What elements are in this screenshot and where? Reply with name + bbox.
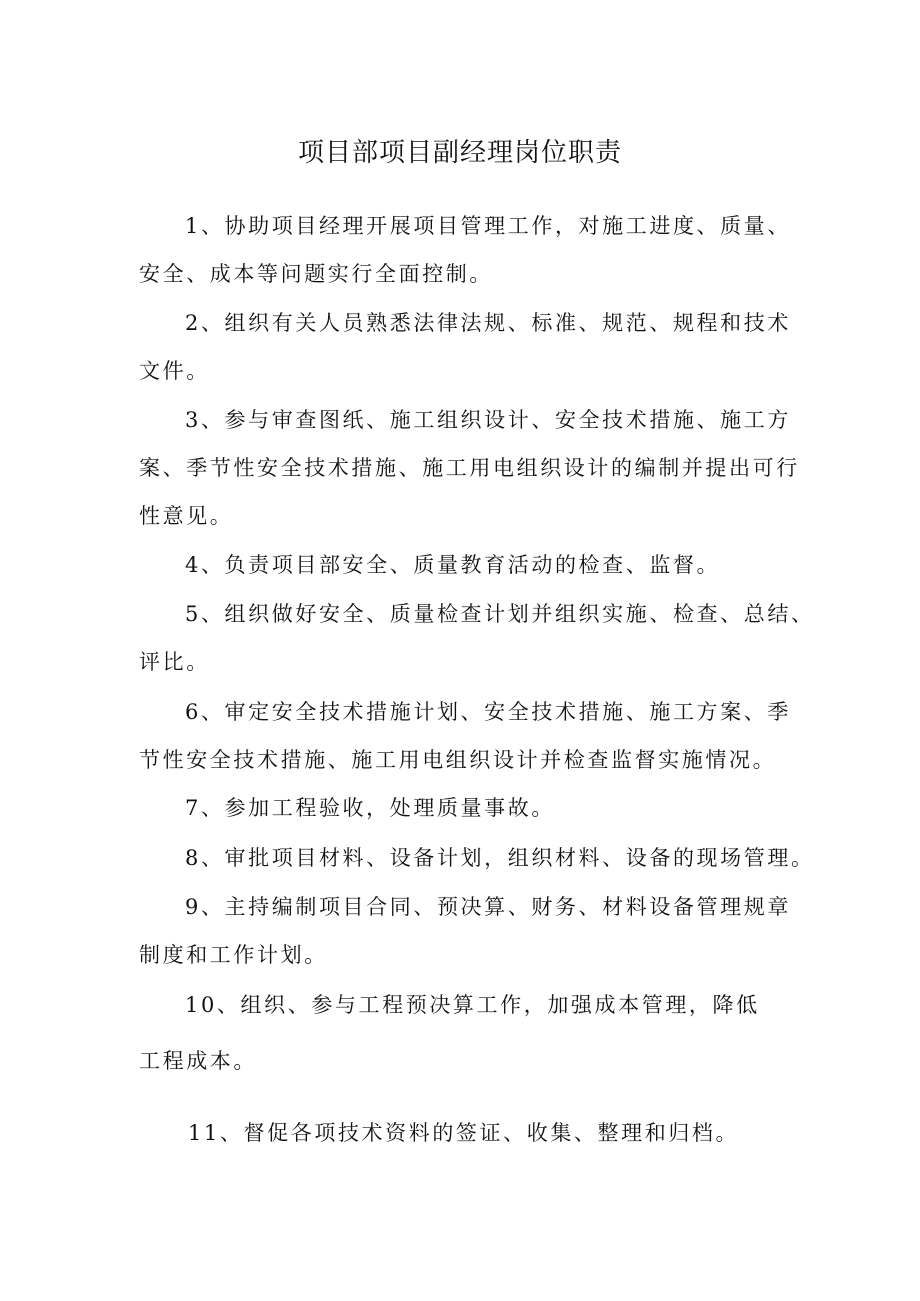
duty-item-5-line-2: 评比。 <box>139 650 210 674</box>
duty-item-9-line-2: 制度和工作计划。 <box>139 943 328 967</box>
duty-item-9-line-1: 9、主持编制项目合同、预决算、财务、材料设备管理规章 <box>185 895 791 919</box>
duty-item-7-line-1: 7、参加工程验收，处理质量事故。 <box>185 796 555 820</box>
duty-item-3-line-2: 案、季节性安全技术措施、施工用电组织设计的编制并提出可行 <box>139 456 800 480</box>
page-title: 项目部项目副经理岗位职责 <box>297 138 622 168</box>
duty-item-2-line-2: 文件。 <box>139 359 210 383</box>
duty-item-6-line-2: 节性安全技术措施、施工用电组织设计并检查监督实施情况。 <box>139 748 777 772</box>
duty-item-3-line-3: 性意见。 <box>139 504 234 528</box>
duty-item-2-line-1: 2、组织有关人员熟悉法律法规、标准、规范、规程和技术 <box>185 311 791 335</box>
duty-item-6-line-1: 6、审定安全技术措施计划、安全技术措施、施工方案、季 <box>185 700 791 724</box>
duty-item-1-line-2: 安全、成本等问题实行全面控制。 <box>139 262 493 286</box>
duty-item-5-line-1: 5、组织做好安全、质量检查计划并组织实施、检查、总结、 <box>185 602 815 626</box>
duty-item-3-line-1: 3、参与审查图纸、施工组织设计、安全技术措施、施工方 <box>185 408 791 432</box>
duty-item-8-line-1: 8、审批项目材料、设备计划，组织材料、设备的现场管理。 <box>185 846 815 870</box>
duty-item-1-line-1: 1、协助项目经理开展项目管理工作，对施工进度、质量、 <box>185 214 791 238</box>
duty-item-10-line-2: 工程成本。 <box>139 1049 257 1073</box>
duty-item-4-line-1: 4、负责项目部安全、质量教育活动的检查、监督。 <box>185 553 721 577</box>
duty-item-10-line-1: 10、组织、参与工程预决算工作，加强成本管理，降低 <box>185 993 760 1017</box>
duty-item-11-line-1: 11、督促各项技术资料的签证、收集、整理和归档。 <box>188 1121 740 1145</box>
